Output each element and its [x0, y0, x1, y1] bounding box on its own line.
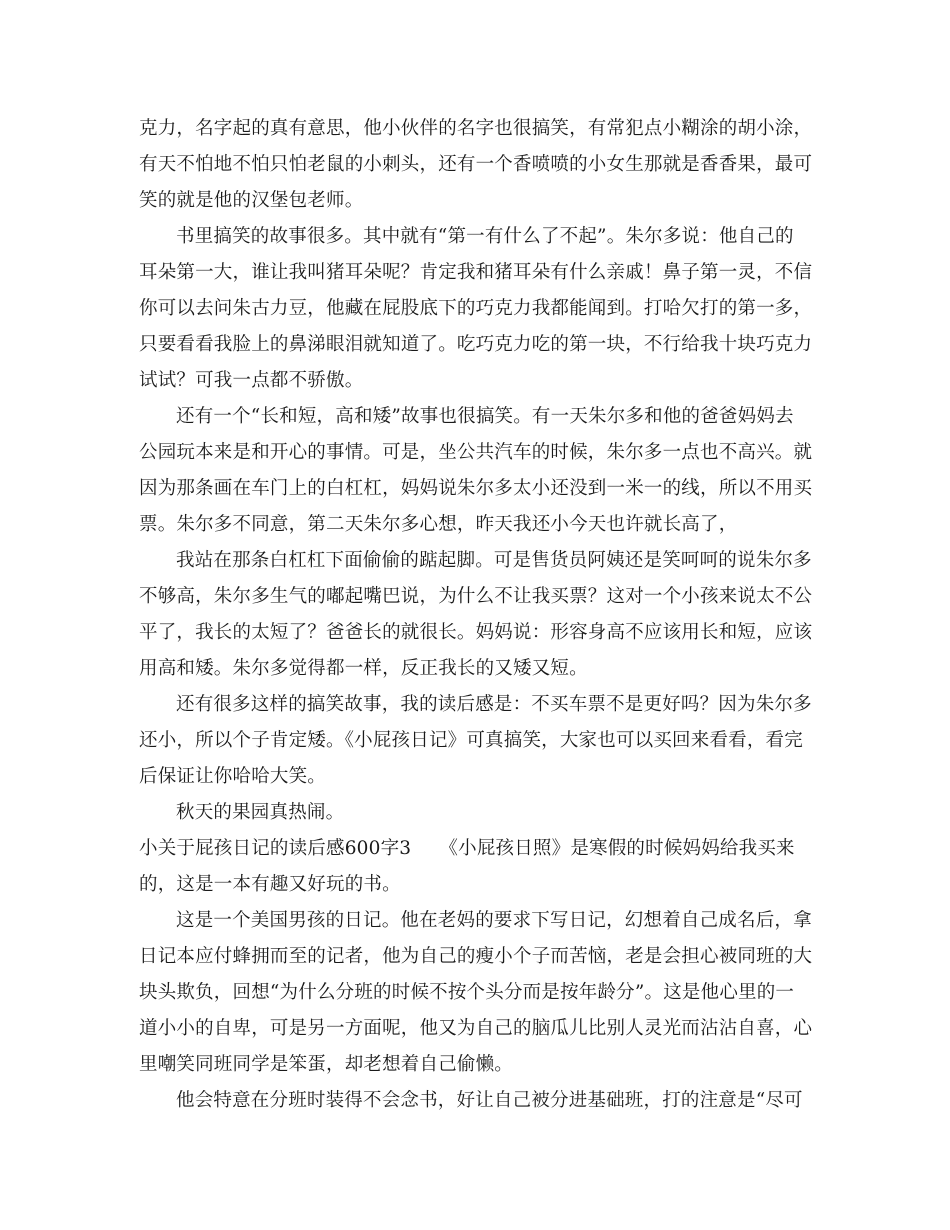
text-line: 秋天的果园真热闹。 — [176, 802, 345, 823]
text-line: 小关于屁孩日记的读后感600字3 《小屁孩日照》是寒假的时候妈妈给我买来 — [139, 838, 795, 859]
text-line: 票。朱尔多不同意，第二天朱尔多心想，昨天我还小今天也许就长高了， — [139, 514, 738, 535]
text-line: 块头欺负，回想“为什么分班的时候不按个头分而是按年龄分”。这是他心里的一 — [139, 982, 795, 1003]
text-line: 书里搞笑的故事很多。其中就有“第一有什么了不起”。朱尔多说：他自己的 — [176, 226, 794, 247]
text-line: 他会特意在分班时装得不会念书，好让自己被分进基础班，打的注意是“尽可 — [176, 1090, 803, 1111]
text-line: 笑的就是他的汉堡包老师。 — [139, 190, 364, 211]
text-line: 我站在那条白杠杠下面偷偷的踮起脚。可是售货员阿姨还是笑呵呵的说朱尔多 — [176, 550, 812, 571]
text-line: 公园玩本来是和开心的事情。可是，坐公共汽车的时候，朱尔多一点也不高兴。就 — [139, 442, 813, 463]
text-line: 有天不怕地不怕只怕老鼠的小刺头，还有一个香喷喷的小女生那就是香香果，最可 — [139, 154, 813, 175]
text-line: 后保证让你哈哈大笑。 — [139, 766, 327, 787]
text-line: 还小，所以个子肯定矮。《小屁孩日记》可真搞笑，大家也可以买回来看看，看完 — [139, 730, 803, 751]
text-line: 还有一个“长和短，高和矮”故事也很搞笑。有一天朱尔多和他的爸爸妈妈去 — [176, 406, 794, 427]
text-line: 只要看看我脸上的鼻涕眼泪就知道了。吃巧克力吃的第一块，不行给我十块巧克力 — [139, 334, 813, 355]
text-line: 还有很多这样的搞笑故事，我的读后感是：不买车票不是更好吗？因为朱尔多 — [176, 694, 812, 715]
text-line: 用高和矮。朱尔多觉得都一样，反正我长的又矮又短。 — [139, 658, 588, 679]
text-line: 耳朵第一大，谁让我叫猪耳朵呢？肯定我和猪耳朵有什么亲戚！鼻子第一灵，不信 — [139, 262, 813, 283]
text-line: 道小小的自卑，可是另一方面呢，他又为自己的脑瓜儿比别人灵光而沾沾自喜，心 — [139, 1018, 813, 1039]
text-line: 试试？可我一点都不骄傲。 — [139, 370, 364, 391]
text-line: 里嘲笑同班同学是笨蛋，却老想着自己偷懒。 — [139, 1054, 514, 1075]
text-line: 因为那条画在车门上的白杠杠，妈妈说朱尔多太小还没到一米一的线，所以不用买 — [139, 478, 813, 499]
text-line: 平了，我长的太短了？爸爸长的就很长。妈妈说：形容身高不应该用长和短，应该 — [139, 622, 813, 643]
text-line: 你可以去问朱古力豆，他藏在屁股底下的巧克力我都能闻到。打哈欠打的第一多， — [139, 298, 813, 319]
text-line: 不够高，朱尔多生气的嘟起嘴巴说，为什么不让我买票？这对一个小孩来说太不公 — [139, 586, 813, 607]
text-line: 的，这是一本有趣又好玩的书。 — [139, 874, 401, 895]
text-line: 日记本应付蜂拥而至的记者，他为自己的瘦小个子而苦恼，老是会担心被同班的大 — [139, 946, 813, 967]
text-line: 这是一个美国男孩的日记。他在老妈的要求下写日记，幻想着自己成名后，拿 — [176, 910, 812, 931]
text-line: 克力，名字起的真有意思，他小伙伴的名字也很搞笑，有常犯点小糊涂的胡小涂， — [139, 118, 813, 139]
